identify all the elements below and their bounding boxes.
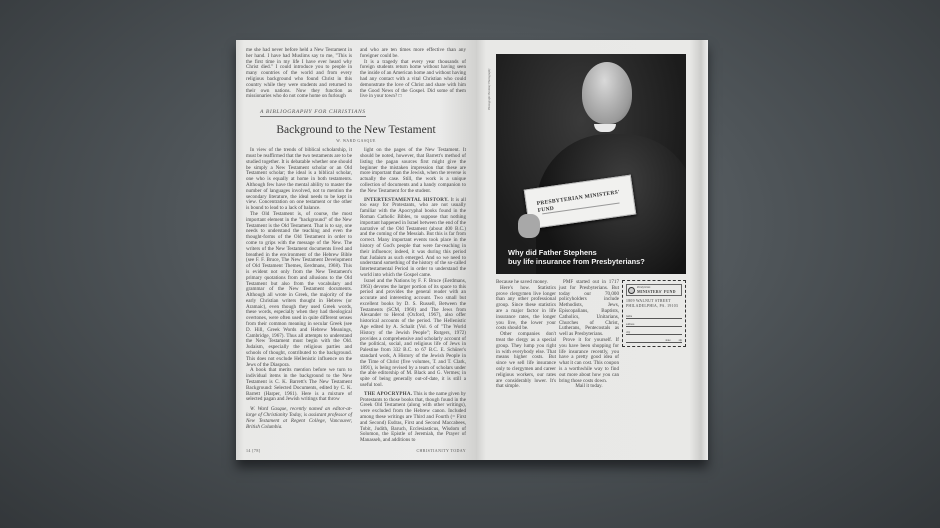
name-field[interactable]: name: [626, 311, 682, 319]
article-title: Background to the New Testament: [276, 124, 436, 137]
priest-head: [582, 62, 632, 124]
mail-coupon[interactable]: [622, 280, 686, 347]
magazine-spread: [236, 40, 708, 460]
top-column-2: and who are ten times more effective than any foreigner could be. It is a tragedy that every year thousands of foreign students return home without having seen the inside of an American home and without having had any contact with a vital Christian who could demonstrate the love of Christ and share with him the Good News of the Gospel. Did some of them live in your town? □: [360, 47, 466, 100]
left-page: [236, 40, 476, 460]
address-field[interactable]: address: [626, 319, 682, 327]
hand: [518, 214, 540, 238]
subhead-apocrypha: THE APOCRYPHA.: [364, 390, 413, 397]
page-number: 14 [78]: [246, 448, 261, 454]
author-bio: W. Ward Gasque, recently named an editor-at-large of Christianity Today, is assistant professor of New Testament at Regent College, Vancouver, British Columbia.: [246, 406, 352, 430]
author-byline: W. WARD GASQUE: [336, 139, 376, 144]
body-column-1: In view of the trends of biblical scholarship, it must be reaffirmed that the two testaments are to be studied together. It is debatable whether one should be simply a New Testament scholar or an Old Testament scholar; the ideal is a biblical scholar, one who is equally at home in both testaments. Although few have the mental ability to master the number of languages involved, not to mention the secondary literature, the ideal needs to be kept in view. Concentration on one testament or the other is bound to lead to a lack of balance. The Old Testament is, of course, the most important element in the "background" of the New Testament is the Old Testament. That is to say, one needs to understand the teaching and even the thought-forms of the Old Testament in order to come to grips with the message of the New. The writers of the New Testament documents lived and breathed in the environment of the Hebrew Bible (see F. F. Bruce, The New Testament Development of Old Testament Themes, Eerdmans, 1968). This is evident not only from the New Testament's primary quotations from and allusions to the Old Testament but also from the vocabulary and grammar of the New Testament documents. Although all wrote in Greek, the majority of the early Christian writers thought in Hebrew (or Aramaic), even though they used Greek words, these words, especially when they had theological overtones, were often used in quite different senses from their common meaning in secular Greek (see D. Hill, Greek Words and Hebrew Meanings, Cambridge, 1967). Thus all attempts to understand the New Testament must begin with the Old. Judaism, especially the religious parties and schools of thought, contributed to the background. This does not exclude Hellenistic influence on the Jews of the Diaspora. A book that merits mention before we turn to individual items in the background to the New Testament is C. K. Barrett's The New Testament Background: Selected Documents, edited by C. K. Barrett (Harper, 1961). Here is a mixture of selected pagan and Jewish writings that throw W. Ward Gasque, recently named an editor-at-large of Christianity Today, is assistant professor of New Testament at Regent College, Vancouver, British Columbia.: [246, 147, 352, 430]
top-columns: [246, 48, 466, 100]
coupon-address: 1809 WALNUT STREET PHILADELPHIA, PA. 19103: [626, 299, 679, 308]
top-column-1: me she had never before held a New Testament in her hand. I have had Muslims say to me, "This is the first time in my life I have ever heard why Christ died." I could introduce you to people in many countries of the world and from every religious background who found Christ in this country while they were students and returned to their own nations. Now they function as missionaries who do not come home on furlough: [246, 47, 352, 100]
city-field[interactable]: city: [626, 327, 682, 335]
seal-icon: [628, 287, 635, 294]
ad-column-2: PMF started out in 1717 just for Presbyterians. But today our 70,000 policyholders include Methodists, Jews, Episcopalians, Baptists, Catholics, Unitarians, Churches of Christ, Lutherans, Pentecostals as well as Presbyterians. Prove it for yourself. If you have been shopping for life insurance recently, you have a pretty good idea of what it can cost. This coupon is a worthwhile way to find out more about how you can bring those costs down. Mail it today.: [559, 279, 619, 390]
state-zip-field[interactable]: state zip: [626, 335, 682, 343]
subhead-intertestamental: INTERTESTAMENTAL HISTORY.: [364, 196, 449, 203]
magazine-name: CHRISTIANITY TODAY: [416, 448, 466, 454]
page-footer: [246, 448, 466, 454]
fund-logo: Presbyterian MINISTERS' FUND: [626, 284, 682, 296]
ad-headline: Why did Father Stephens buy life insurance from Presbyterians?: [508, 248, 645, 266]
section-label: A BIBLIOGRAPHY FOR CHRISTIANS: [260, 109, 366, 116]
body-columns: [246, 148, 466, 444]
ad-column-1: Because he saved money. Here's how. Statistics prove clergymen live longer than any other professional group. Since these statistics are a major factor in life insurance rates, the longer you live, the lower your costs should be. Other companies don't treat the clergy as a special group. They lump you right in with everybody else. That means higher costs. But since we sell life insurance only to clergymen and career religious workers, our rates are considerably lower. It's that simple.: [496, 279, 556, 390]
insurance-certificate: PRESBYTERIAN MINISTERS' FUND: [524, 175, 637, 230]
photo-credit: Photograph: Brodsky Photography: [487, 68, 491, 110]
advertisement-photo: [496, 54, 686, 274]
ad-body: [496, 280, 692, 390]
clerical-collar: [594, 124, 616, 132]
body-column-2: light on the pages of the New Testament. It should be noted, however, that Barrett's method of listing the pagan sources first might give the beginner the mistaken impression that these are more important than the Jewish, when the reverse is actually the case. Still, the work is a unique collection of documents and a handy companion to the New Testament for the student. INTERTESTAMENTAL HISTORY. It is all too easy for Protestants, who are not usually familiar with the Apocryphal books found in the Roman Catholic Bibles, to suppose that nothing important happened in Israel between the end of the narrative of the Old Testament (about 400 B.C.) and the coming of the Messiah. But this is far from correct. Many important events took place in the history of God's people that were far-reaching in their influence; indeed, it was during this period that Judaism as such emerged. And so we need to understand something of the history of the so-called Intertestamental Period in order to understand the world into which the Gospel came. Israel and the Nations by F. F. Bruce (Eerdmans, 1963) devotes the larger portion of its space to this period and provides the general reader with an accurate and interesting account. Two small but excellent books by D. S. Russell, Between the Testaments (SCM, 1960) and The Jews from Alexander to Herod (Oxford, 1967), also offer historical accounts of the period. The Hellenistic Age edited by A. Schalit (Vol. 6 of "The World History of the Jewish People"; Rutgers, 1972) provides a comprehensive and scholarly account of the political, social, and religious life of Jews in Palestine from 332 B.C. to 67 B.C. E. Schürer's standard work, A History of the Jewish People in the Time of Christ (five volumes, T. and T. Clark, 1891), is being revised by a team of scholars under the able editorship of M. Black and G. Vermes; in spite of being generally out-of-date, it is still a useful tool. THE APOCRYPHA. This is the name given by Protestants to those books that, though found in the Greek Old Testament (along with other writings), were excluded from the Hebrew canon. Included among these writings are Third and Fourth (= First and Second) Esdras, First and Second Maccabees, Tobit, Judith, Baruch, Ecclesiasticus, Wisdom of Solomon, the Epistle of Jeremiah, the Prayer of Manasseh, and additions to: [360, 147, 466, 444]
right-page: [476, 40, 708, 460]
